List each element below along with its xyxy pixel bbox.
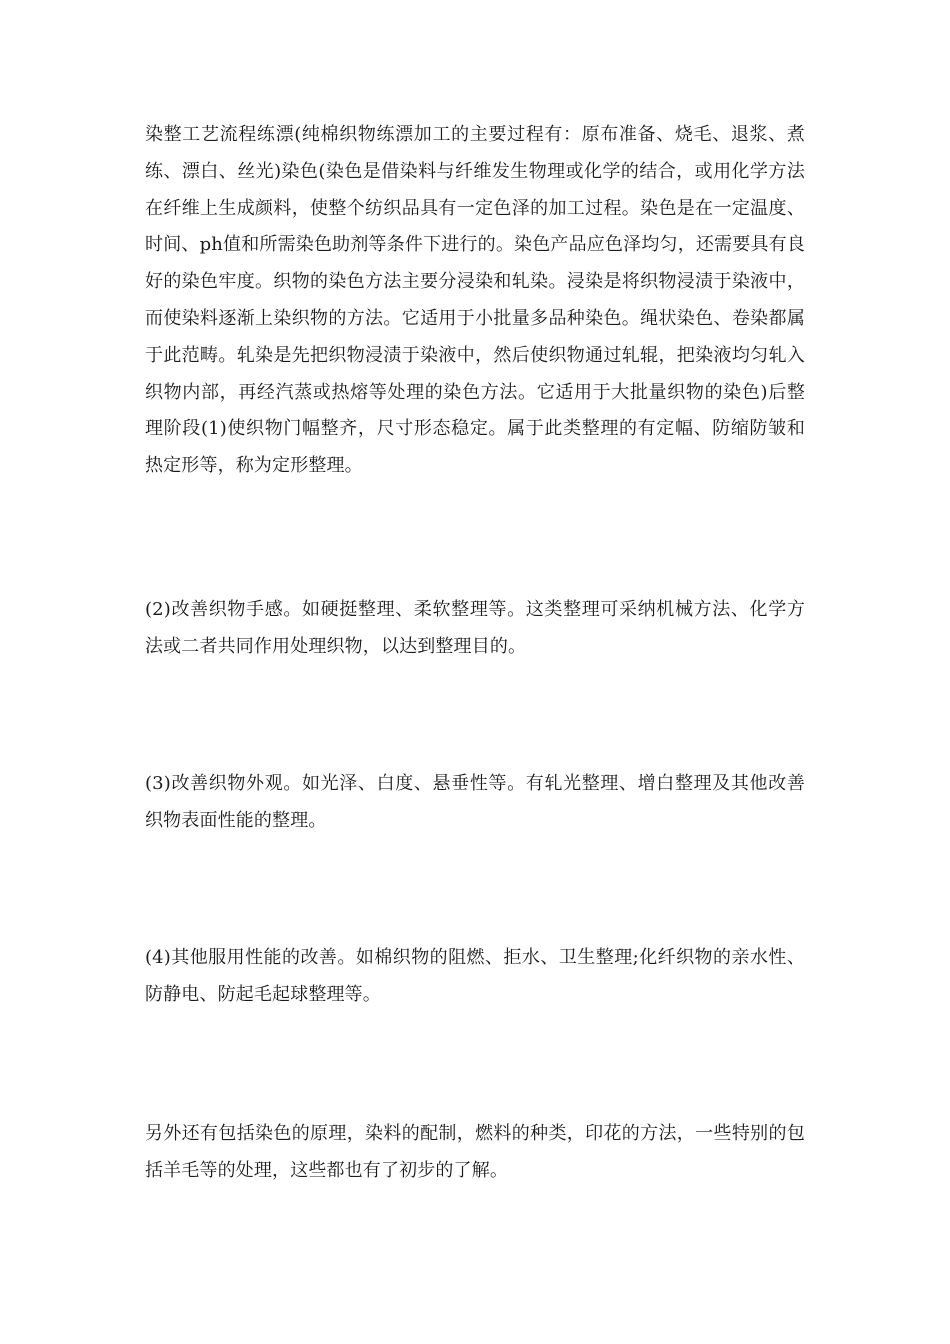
paragraph-summary: 另外还有包括染色的原理，染料的配制，燃料的种类，印花的方法，一些特别的包括羊毛等的处理，这些都也有了初步的了解。 — [145, 1123, 805, 1181]
paragraph-dyeing-process: 染整工艺流程练漂(纯棉织物练漂加工的主要过程有：原布准备、烧毛、退浆、煮练、漂白、丝光)染色(染色是借染料与纤维发生物理或化学的结合，或用化学方法在纤维上生成颜料，使整个纺织品具有一定色泽的加工过程。染色是在一定温度、时间、ph值和所需染色助剂等条件下进行的。染色产品应色泽均匀，还需要具有良好的染色牢度。织物的染色方法主要分浸染和轧染。浸染是将织物浸渍于染液中，而使染料逐渐上染织物的方法。它适用于小批量多品种染色。绳状染色、卷染都属于此范畴。轧染是先把织物浸渍于染液中，然后使织物通过轧辊，把染液均匀轧入织物内部，再经汽蒸或热熔等处理的染色方法。它适用于大批量织物的染色)后整理阶段(1)使织物门幅整齐，尺寸形态稳定。属于此类整理的有定幅、防缩防皱和热定形等，称为定形整理。 — [145, 124, 805, 477]
paragraph-hand-feel: (2)改善织物手感。如硬挺整理、柔软整理等。这类整理可采纳机械方法、化学方法或二者共同作用处理织物，以达到整理目的。 — [145, 599, 805, 657]
paragraph-other-properties: (4)其他服用性能的改善。如棉织物的阻燃、拒水、卫生整理;化纤织物的亲水性、防静电、防起毛起球整理等。 — [145, 947, 805, 1005]
paragraph-appearance: (3)改善织物外观。如光泽、白度、悬垂性等。有轧光整理、增白整理及其他改善织物表面性能的整理。 — [145, 773, 805, 831]
